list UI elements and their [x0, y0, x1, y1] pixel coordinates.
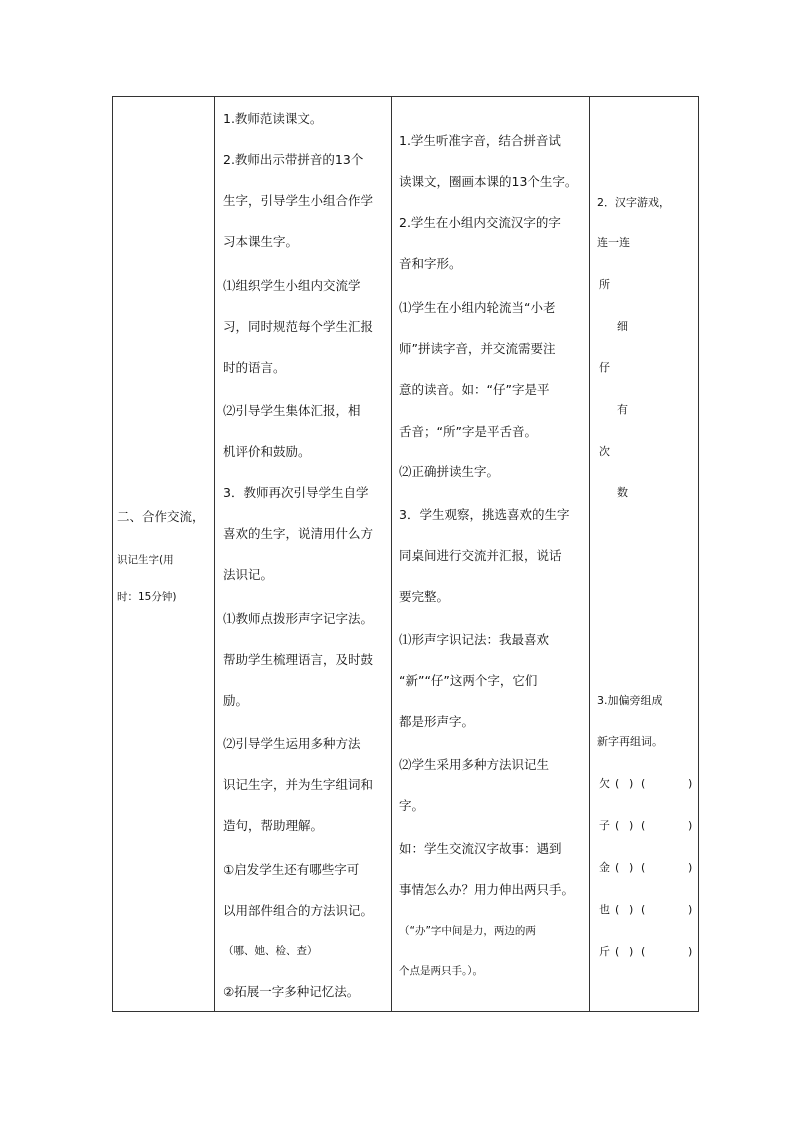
form-close: ) — [629, 777, 634, 790]
teacher-line: 3．教师再次引导学生自学 — [223, 485, 369, 500]
teacher-line: 时的语言。 — [223, 360, 286, 375]
form-open: ( — [641, 903, 646, 916]
form-close: ) — [629, 945, 634, 958]
teacher-line: 2.教师出示带拼音的13个 — [223, 152, 364, 167]
student-line: （“办”字中间是力，两边的两 — [399, 925, 536, 937]
stage-line: 识记生字(用 — [117, 554, 174, 566]
teacher-line: ①启发学生还有哪些字可 — [223, 862, 360, 877]
teacher-line: 机评价和鼓励。 — [223, 444, 311, 459]
student-line: 意的读音。如：“仔”字是平 — [399, 382, 550, 397]
form-close: ) — [688, 861, 693, 874]
game-title: 2．汉字游戏， — [597, 196, 670, 209]
student-line: 要完整。 — [399, 589, 450, 604]
teacher-activity-cell — [215, 97, 391, 1011]
form-close: ) — [688, 819, 693, 832]
form-open: ( — [615, 945, 620, 958]
student-line: 师”拼读字音，并交流需要注 — [399, 341, 556, 356]
student-line: 读课文，圈画本课的13个生字。 — [399, 174, 578, 189]
form-open: ( — [641, 945, 646, 958]
form-title: 3.加偏旁组成 — [597, 694, 663, 707]
stage-line: 时：15分钟) — [117, 591, 177, 603]
teacher-line: 生字，引导学生小组合作学 — [223, 193, 374, 208]
game-char: 仔 — [599, 361, 610, 374]
lesson-table — [112, 96, 699, 1012]
teacher-line: ②拓展一字多种记忆法。 — [223, 984, 360, 999]
teacher-line: （哪、她、检、查） — [223, 945, 318, 957]
game-char: 细 — [617, 320, 628, 333]
stage-line: 二、合作交流， — [117, 509, 205, 524]
teacher-line: ⑴组织学生小组内交流学 — [223, 278, 361, 293]
student-line: 个点是两只手。）。 — [399, 965, 483, 977]
form-open: ( — [641, 777, 646, 790]
exercise-cell — [591, 97, 699, 1011]
student-line: 如：学生交流汉字故事：遇到 — [399, 841, 562, 856]
form-close: ) — [629, 819, 634, 832]
teacher-line: 励。 — [223, 693, 249, 708]
form-open: ( — [641, 861, 646, 874]
form-char: 斤 — [599, 945, 610, 958]
teacher-line: 造句，帮助理解。 — [223, 818, 324, 833]
teacher-line: 识记生字，并为生字组词和 — [223, 777, 374, 792]
student-line: 同桌间进行交流并汇报，说话 — [399, 548, 562, 563]
game-char: 次 — [599, 445, 610, 458]
teacher-line: 以用部件组合的方法识记。 — [223, 903, 374, 918]
student-line: 2.学生在小组内交流汉字的字 — [399, 215, 561, 230]
form-close: ) — [688, 945, 693, 958]
column-divider — [589, 97, 590, 1011]
student-line: 事情怎么办？用力伸出两只手。 — [399, 882, 575, 897]
student-line: 舌音；“所”字是平舌音。 — [399, 424, 537, 439]
student-line: 都是形声字。 — [399, 714, 475, 729]
form-char: 子 — [599, 819, 610, 832]
stage-cell — [113, 97, 214, 1011]
form-close: ) — [629, 903, 634, 916]
form-close: ) — [629, 861, 634, 874]
student-line: ⑵正确拼读生字。 — [399, 464, 500, 479]
game-char: 有 — [617, 403, 628, 416]
teacher-line: 帮助学生梳理语言，及时鼓 — [223, 652, 374, 667]
column-divider — [391, 97, 392, 1011]
student-line: 1.学生听准字音，结合拼音试 — [399, 133, 561, 148]
student-line: 音和字形。 — [399, 256, 462, 271]
form-title: 新字再组词。 — [597, 735, 663, 748]
game-char: 数 — [617, 486, 628, 499]
form-close: ) — [688, 903, 693, 916]
student-line: ⑵学生采用多种方法识记生 — [399, 757, 550, 772]
teacher-line: 习，同时规范每个学生汇报 — [223, 319, 374, 334]
teacher-line: 习本课生字。 — [223, 234, 299, 249]
form-open: ( — [641, 819, 646, 832]
game-title: 连一连 — [597, 236, 630, 249]
form-close: ) — [688, 777, 693, 790]
teacher-line: ⑴教师点拨形声字记字法。 — [223, 611, 374, 626]
student-line: 字。 — [399, 798, 425, 813]
teacher-line: ⑵引导学生集体汇报，相 — [223, 403, 361, 418]
teacher-line: ⑵引导学生运用多种方法 — [223, 736, 361, 751]
form-char: 也 — [599, 903, 610, 916]
form-char: 欠 — [599, 777, 610, 790]
form-open: ( — [615, 903, 620, 916]
teacher-line: 1.教师范读课文。 — [223, 111, 323, 126]
form-char: 金 — [599, 861, 610, 874]
student-line: ⑴学生在小组内轮流当“小老 — [399, 300, 556, 315]
student-line: ⑴形声字识记法：我最喜欢 — [399, 632, 550, 647]
student-line: “新”“仔”这两个字，它们 — [399, 673, 538, 688]
form-open: ( — [615, 819, 620, 832]
form-open: ( — [615, 861, 620, 874]
student-line: 3．学生观察，挑选喜欢的生字 — [399, 507, 570, 522]
form-open: ( — [615, 777, 620, 790]
game-char: 所 — [599, 278, 610, 291]
teacher-line: 喜欢的生字，说清用什么方 — [223, 526, 374, 541]
student-activity-cell — [393, 97, 589, 1011]
teacher-line: 法识记。 — [223, 567, 274, 582]
